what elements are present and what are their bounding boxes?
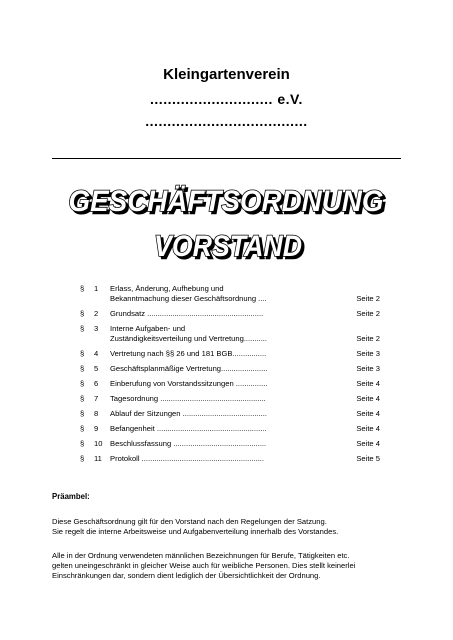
toc-entry <box>80 439 380 449</box>
toc-section-number: 5 <box>94 364 99 373</box>
toc-section-number: 7 <box>94 394 99 403</box>
title-line-2: VORSTAND <box>154 230 302 263</box>
text-line: Einschränkungen dar, sondern dient lediglich der Übersichtlichkeit der Ordnung. <box>52 571 321 580</box>
toc-entry-text: Tagesordnung .................................................. <box>110 394 266 403</box>
title-line-1: GESCHÄFTSORDNUNG <box>68 185 384 218</box>
toc-section-symbol: § <box>80 284 85 293</box>
org-location-placeholder-line: ..................................... <box>145 113 308 129</box>
toc-entry-text: Bekanntmachung dieser Geschäftsordnung .... <box>110 294 267 303</box>
toc-entry-text: Einberufung von Vorstandssitzungen ............... <box>110 379 268 388</box>
toc-entry-text: Vertretung nach §§ 26 und 181 BGB................ <box>110 349 267 358</box>
toc-entry <box>80 364 380 374</box>
text-line: Diese Geschäftsordnung gilt für den Vorstand nach den Regelungen der Satzung. <box>52 517 327 526</box>
toc-section-symbol: § <box>80 454 85 463</box>
toc-entry <box>80 409 380 419</box>
toc-entry-text: Befangenheit .................................................... <box>110 424 267 433</box>
toc-entry <box>80 454 380 464</box>
toc-entry-text: Beschlussfassung ............................................ <box>110 439 267 448</box>
toc-section-number: 1 <box>94 284 99 293</box>
toc-entry-text: Interne Aufgaben- und <box>110 324 186 333</box>
toc-entry-text: Ablauf der Sitzungen ........................................ <box>110 409 268 418</box>
org-name-placeholder-line: ............................ e.V. <box>150 91 303 107</box>
toc-page-reference: Seite 3 <box>356 349 380 358</box>
toc-entry-text: Geschäftsplanmäßige Vertretung...................... <box>110 364 268 373</box>
toc-entry <box>80 424 380 434</box>
toc-section-symbol: § <box>80 309 85 318</box>
toc-section-number: 6 <box>94 379 99 388</box>
toc-section-symbol: § <box>80 364 85 373</box>
toc-section-number: 2 <box>94 309 99 318</box>
text-line: gelten uneingeschränkt in gleicher Weise auch für weibliche Personen. Dies stellt keinerlei <box>52 561 356 570</box>
header-divider <box>52 158 401 159</box>
toc-section-symbol: § <box>80 439 85 448</box>
toc-entry-text: Protokoll .......................................................... <box>110 454 265 463</box>
table-of-contents <box>80 284 380 469</box>
toc-section-number: 3 <box>94 324 99 333</box>
toc-page-reference: Seite 3 <box>356 364 380 373</box>
toc-entry-text: Zuständigkeitsverteilung und Vertretung........... <box>110 334 268 343</box>
toc-section-number: 4 <box>94 349 99 358</box>
toc-entry <box>80 309 380 319</box>
praeambel-heading: Präambel: <box>52 492 90 501</box>
toc-section-number: 10 <box>94 439 103 448</box>
toc-page-reference: Seite 4 <box>356 394 380 403</box>
document-title <box>0 176 453 266</box>
toc-page-reference: Seite 2 <box>356 294 380 303</box>
praeambel-paragraph-1 <box>52 517 408 537</box>
toc-page-reference: Seite 2 <box>356 334 380 343</box>
toc-page-reference: Seite 4 <box>356 379 380 388</box>
toc-section-number: 8 <box>94 409 99 418</box>
organization-name: Kleingartenverein <box>163 66 290 83</box>
toc-page-reference: Seite 4 <box>356 424 380 433</box>
toc-entry <box>80 324 380 344</box>
toc-section-number: 11 <box>94 454 102 463</box>
toc-section-symbol: § <box>80 394 85 403</box>
toc-entry-text: Erlass, Änderung, Aufhebung und <box>110 284 224 293</box>
toc-page-reference: Seite 4 <box>356 439 380 448</box>
toc-section-symbol: § <box>80 324 85 333</box>
toc-section-symbol: § <box>80 379 85 388</box>
toc-section-symbol: § <box>80 424 85 433</box>
toc-entry <box>80 379 380 389</box>
toc-page-reference: Seite 4 <box>356 409 380 418</box>
toc-page-reference: Seite 5 <box>356 454 380 463</box>
text-line: Sie regelt die interne Arbeitsweise und Aufgabenverteilung innerhalb des Vorstandes. <box>52 527 339 536</box>
toc-page-reference: Seite 2 <box>356 309 380 318</box>
toc-entry <box>80 394 380 404</box>
toc-entry <box>80 349 380 359</box>
toc-section-symbol: § <box>80 409 85 418</box>
toc-entry-text: Grundsatz ....................................................... <box>110 309 264 318</box>
toc-section-number: 9 <box>94 424 99 433</box>
toc-entry <box>80 284 380 304</box>
text-line: Alle in der Ordnung verwendeten männlichen Bezeichnungen für Berufe, Tätigkeiten etc. <box>52 551 350 560</box>
toc-section-symbol: § <box>80 349 85 358</box>
praeambel-paragraph-2 <box>52 551 408 581</box>
